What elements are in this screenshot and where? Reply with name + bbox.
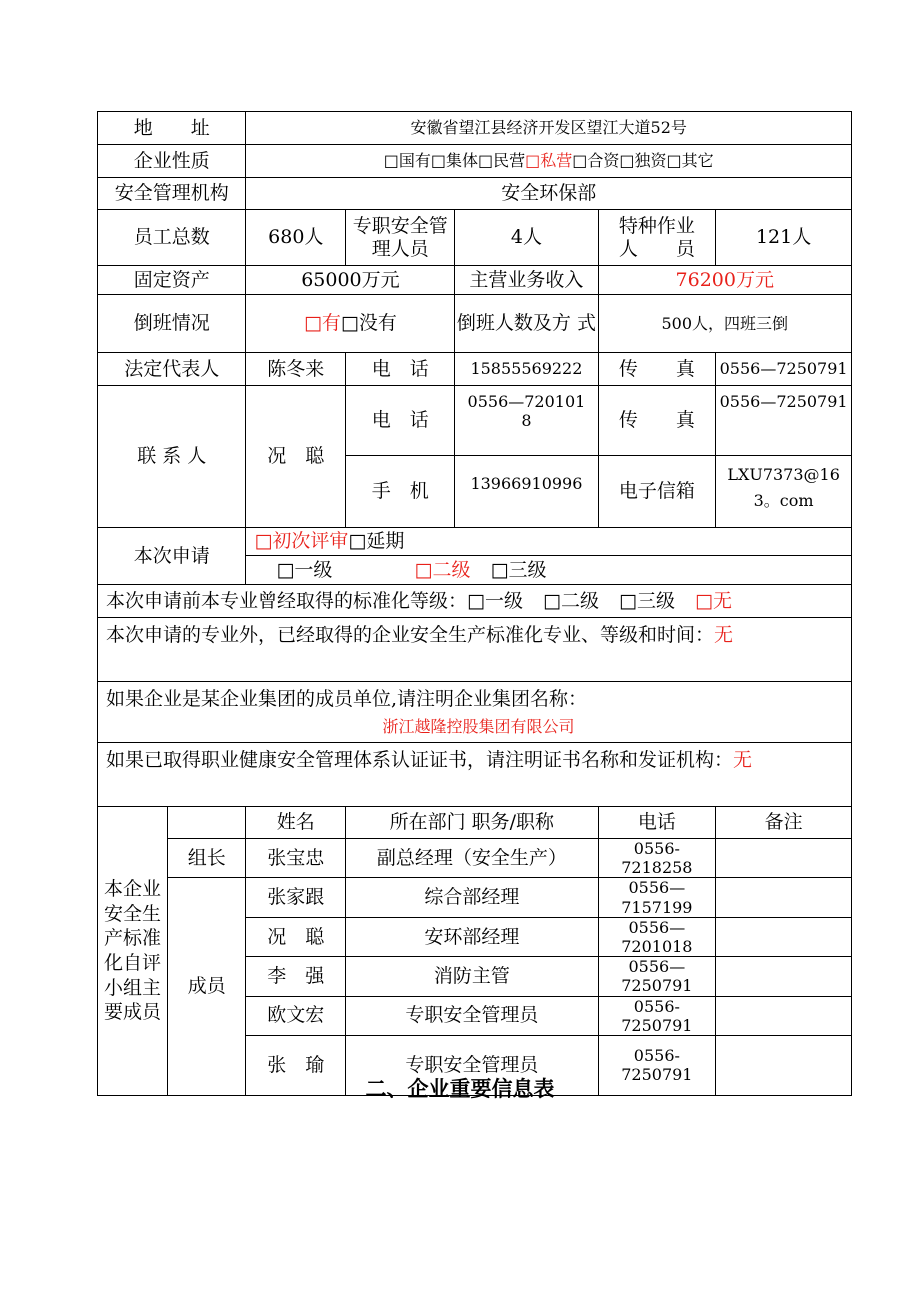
address-value: 安徽省望江县经济开发区望江大道52号 [246,112,852,145]
contact-phone: 0556—7201018 [455,386,598,456]
option-joint-venture[interactable]: □合资 [572,151,620,171]
group-value: 浙江越隆控股集团有限公司 [382,716,575,736]
option-extension[interactable]: □延期 [348,530,405,553]
previous-option-none[interactable]: □无 [695,589,732,612]
contact-fax-label: 传 真 [598,386,716,456]
member-dept: 专职安全管理员 [346,996,598,1035]
member-phone: 0556—7157199 [598,878,716,917]
option-first-review[interactable]: □初次评审 [254,530,349,553]
application-level-options [246,556,852,585]
contact-name: 况 聪 [246,386,346,528]
shift-option-yes[interactable]: □有 [303,312,341,335]
contact-email: LXU7373@163。com [716,456,852,528]
safety-staff-value: 4人 [455,210,598,266]
member-name: 欧文宏 [246,996,346,1035]
staff-total-value: 680人 [246,210,346,266]
special-staff-label-line2: 人 员 [618,237,695,260]
member-phone: 0556—7250791 [598,957,716,996]
team-leader-role: 组长 [167,839,245,878]
team-header-dept: 所在部门 职务/职称 [346,807,598,839]
team-header-note: 备注 [716,807,852,839]
shift-count-value: 500人，四班三倒 [598,295,852,353]
member-name: 李 强 [246,957,346,996]
team-member-role: 成员 [167,878,245,1096]
special-staff-label [598,210,716,266]
fixed-assets-label: 固定资产 [98,266,246,295]
previous-option-level-1[interactable]: □一级 [467,589,523,612]
member-name: 张家跟 [246,878,346,917]
enterprise-type-label: 企业性质 [98,145,246,178]
section-title: 二、企业重要信息表 [365,1077,555,1101]
table-row [98,878,852,917]
certificate-text: 如果已取得职业健康安全管理体系认证证书，请注明证书名称和发证机构： [106,749,734,771]
member-name: 况 聪 [246,917,346,956]
member-dept: 消防主管 [346,957,598,996]
contact-phone-label: 电 话 [346,386,455,456]
team-leader-phone: 0556-7218258 [598,839,716,878]
team-leader-name: 张宝忠 [246,839,346,878]
previous-level-row [98,585,852,618]
special-staff-label-line1: 特种作业 [618,214,695,237]
certificate-value: 无 [733,749,753,771]
contact-mobile: 13966910996 [455,456,598,528]
member-dept: 安环部经理 [346,917,598,956]
other-specialty-row [98,618,852,682]
member-phone: 0556-7250791 [598,1035,716,1095]
previous-option-level-2[interactable]: □二级 [543,589,599,612]
group-row [98,682,852,743]
legal-rep-name: 陈冬来 [246,353,346,386]
enterprise-info-table [97,111,852,1096]
enterprise-type-options [246,145,852,178]
other-specialty-text: 本次申请的专业外，已经取得的企业安全生产标准化专业、等级和时间： [106,624,715,646]
contact-label: 联 系 人 [98,386,246,528]
legal-rep-phone: 15855569222 [455,353,598,386]
member-phone: 0556—7201018 [598,917,716,956]
staff-total-label: 员工总数 [98,210,246,266]
option-level-2[interactable]: □二级 [414,558,471,581]
member-note [716,917,852,956]
safety-staff-label: 专职安全管理人员 [346,210,455,266]
application-label: 本次申请 [98,528,246,585]
previous-level-text: 本次申请前本专业曾经取得的标准化等级： [106,589,468,612]
legal-rep-fax: 0556—7250791 [716,353,852,386]
shift-options [246,295,455,353]
certificate-row [98,743,852,807]
member-name: 张 瑜 [246,1035,346,1095]
team-leader-dept: 副总经理（安全生产） [346,839,598,878]
team-header-name: 姓名 [246,807,346,839]
contact-email-label: 电子信箱 [598,456,716,528]
address-label: 地 址 [98,112,246,145]
legal-rep-fax-label: 传 真 [598,353,716,386]
fixed-assets-value: 65000万元 [246,266,455,295]
legal-rep-phone-label: 电 话 [346,353,455,386]
option-private[interactable]: □私营 [525,151,573,171]
table-row [98,839,852,878]
shift-option-no[interactable]: □没有 [340,312,397,335]
team-header-role [167,807,245,839]
team-label: 本企业安全生产标准化自评小组主要成员 [98,807,168,1096]
option-civilian[interactable]: □民营 [478,151,526,171]
contact-mobile-label: 手 机 [346,456,455,528]
option-sole-proprietor[interactable]: □独资 [619,151,667,171]
option-level-3[interactable]: □三级 [490,558,547,581]
option-other[interactable]: □其它 [666,151,714,171]
member-phone: 0556-7250791 [598,996,716,1035]
application-type-options [246,528,852,556]
option-state-owned[interactable]: □国有 [383,151,431,171]
member-dept: 专职安全管理员 [346,1035,598,1095]
safety-org-label: 安全管理机构 [98,178,246,210]
option-collective[interactable]: □集体 [430,151,479,171]
member-note [716,878,852,917]
special-staff-value: 121人 [716,210,852,266]
revenue-value: 76200万元 [598,266,852,295]
shift-count-label: 倒班人数及方 式 [455,295,598,353]
team-leader-note [716,839,852,878]
other-specialty-value: 无 [714,624,734,646]
group-text: 如果企业是某企业集团的成员单位,请注明企业集团名称： [106,688,588,710]
member-note [716,996,852,1035]
member-note [716,957,852,996]
shift-label: 倒班情况 [98,295,246,353]
contact-fax: 0556—7250791 [716,386,852,456]
safety-org-value: 安全环保部 [246,178,852,210]
option-level-1[interactable]: □一级 [276,558,333,581]
team-header-phone: 电话 [598,807,716,839]
previous-option-level-3[interactable]: □三级 [619,589,675,612]
member-dept: 综合部经理 [346,878,598,917]
legal-rep-label: 法定代表人 [98,353,246,386]
revenue-label: 主营业务收入 [455,266,598,295]
